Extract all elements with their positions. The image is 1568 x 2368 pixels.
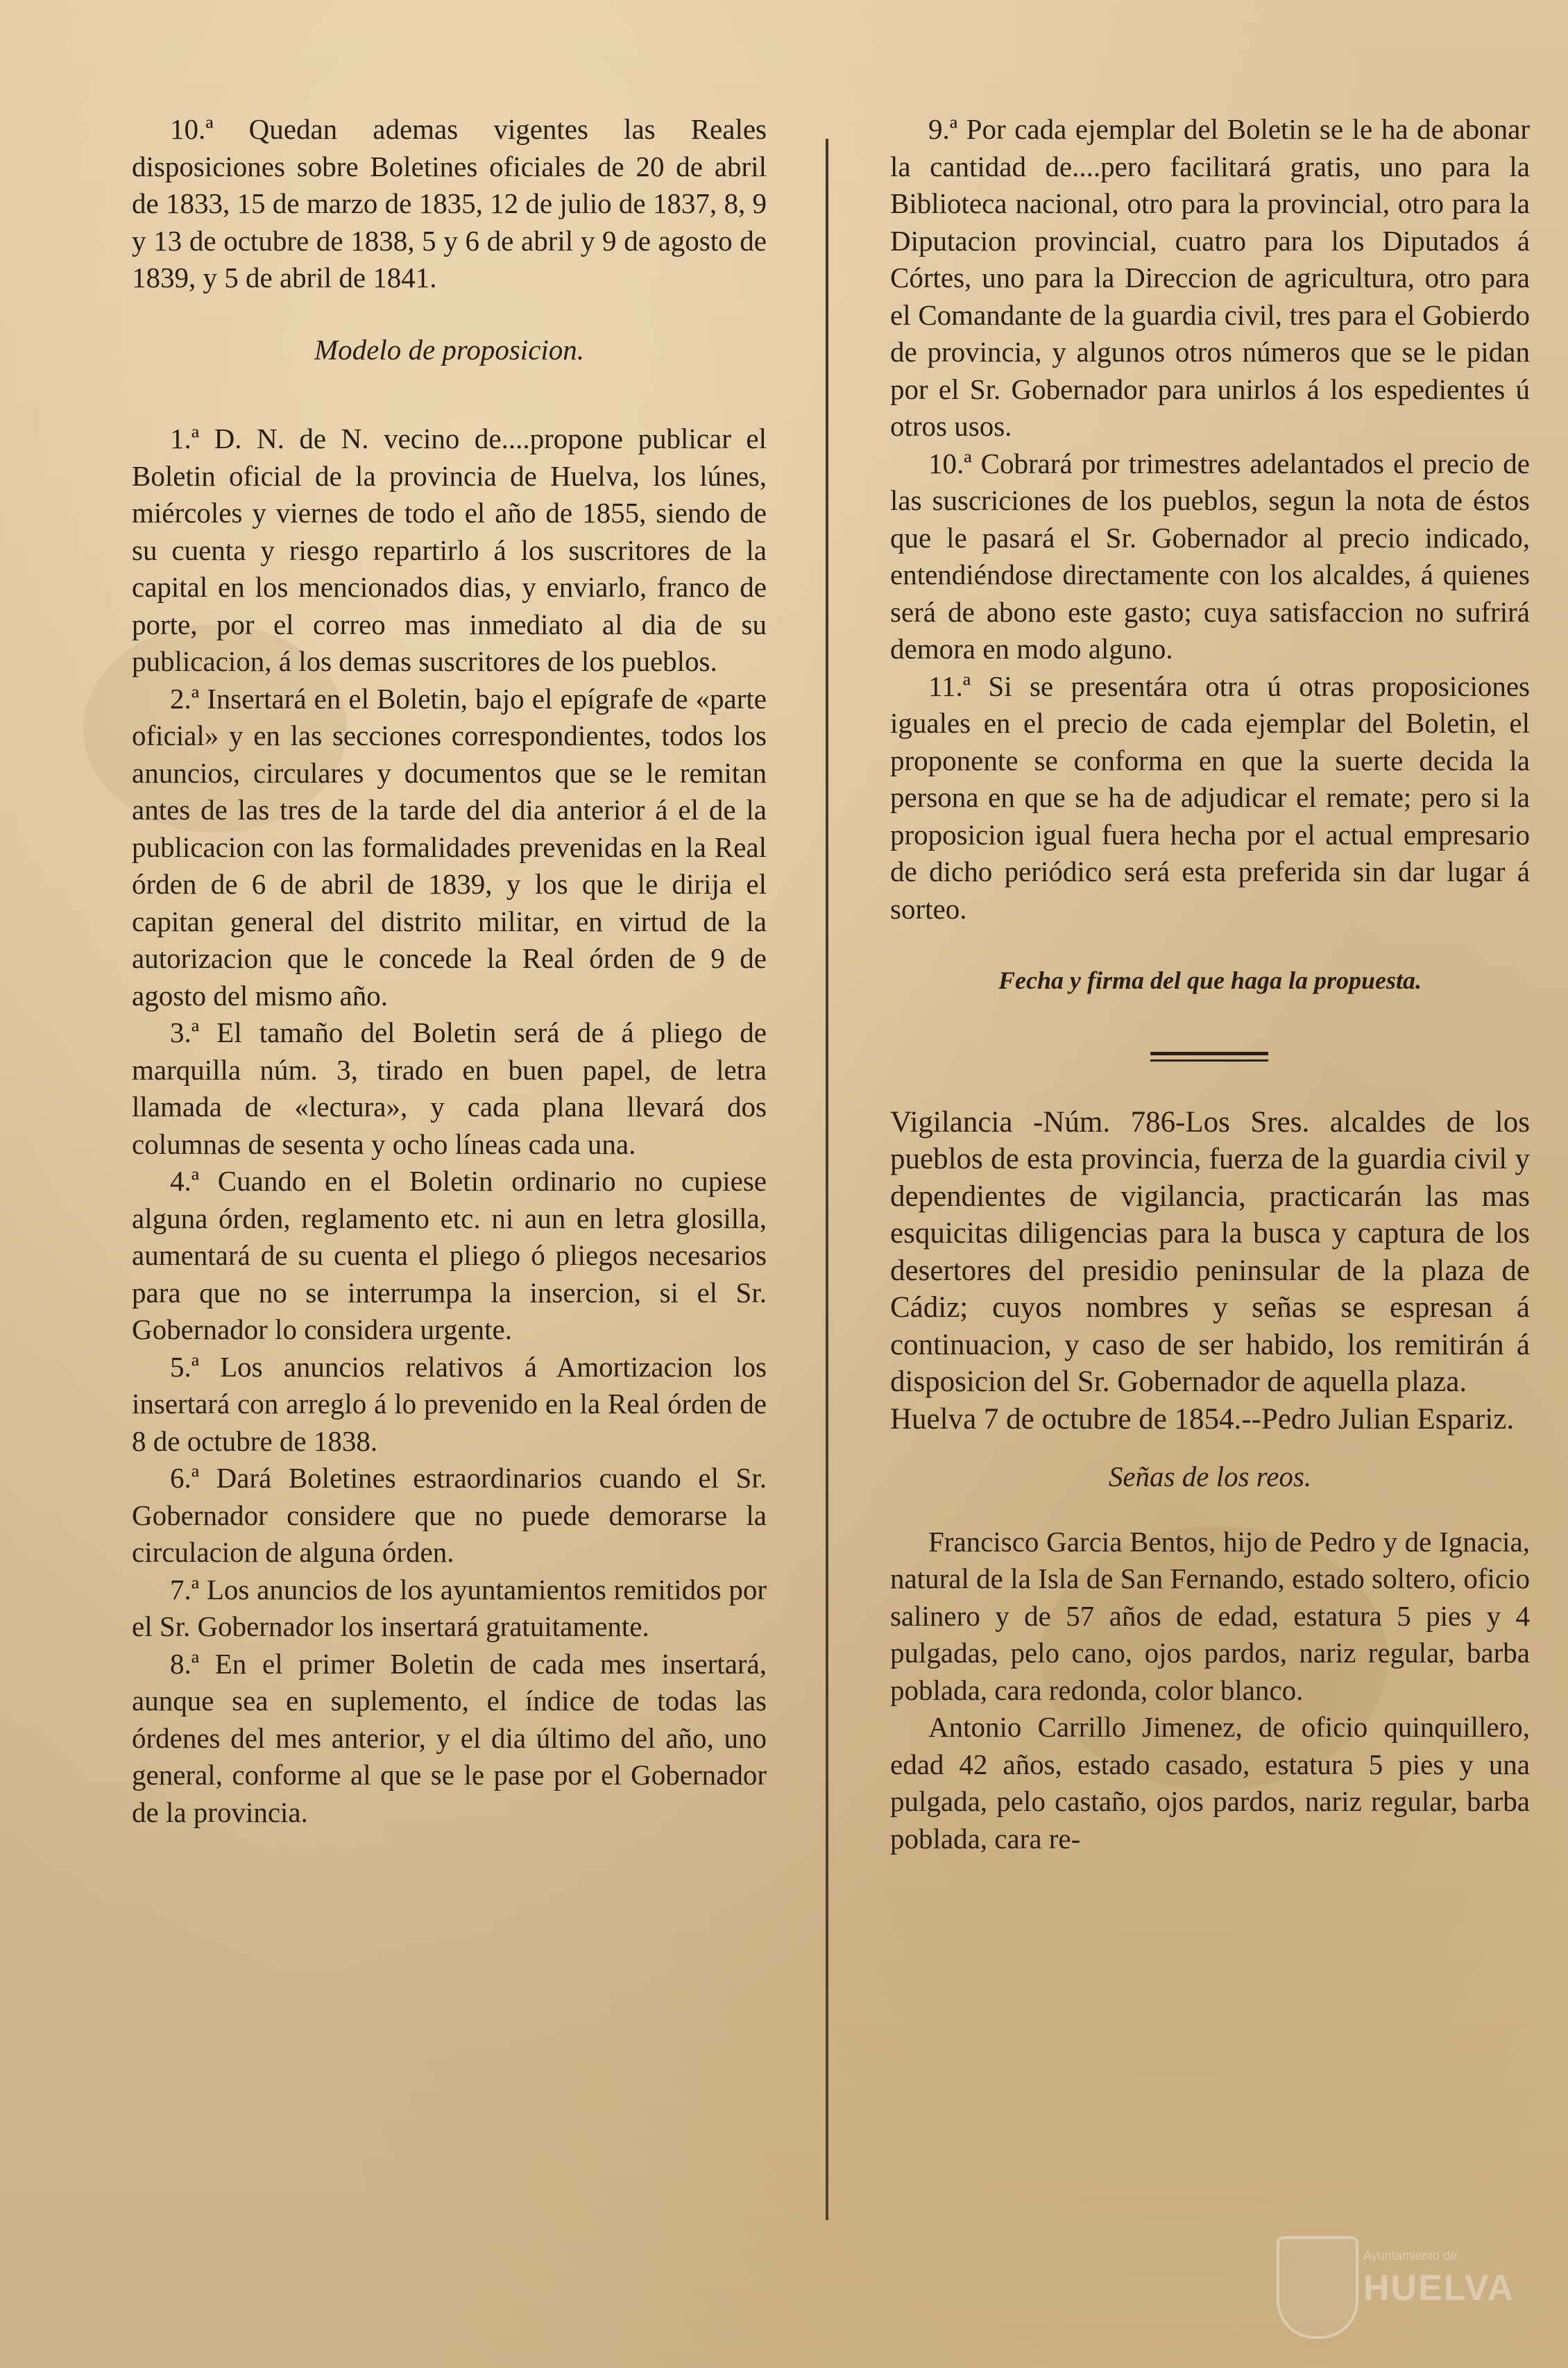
senas-heading: Señas de los reos. (1108, 1460, 1312, 1492)
clause-1: 1.ª D. N. de N. vecino de....propone publicar el Boletin oficial de la provincia de Huelva, los lúnes, miércoles y viernes de todo el año de 1855, siendo de su cuenta y riesgo repartirlo á los suscritores de la capital en los mencionados dias, y enviarlo, franco de porte, por el correo mas inmediato al dia de su publicacion, á los demas suscritores de los pueblos. (132, 423, 767, 677)
section-rule (890, 1000, 1530, 1104)
notice-signature: Huelva 7 de octubre de 1854.--Pedro Julian Espariz. (890, 1402, 1515, 1436)
reo-2: Antonio Carrillo Jimenez, de oficio quinquillero, edad 42 años, estado casado, estatura 5 pies y una pulgada, pelo castaño, ojos pardos, nariz regular, barba poblada, cara re- (890, 1711, 1530, 1855)
watermark-small-text: Ayuntamiento de (1363, 2249, 1457, 2263)
clause-8: 8.ª En el primer Boletin de cada mes insertará, aunque sea en suplemento, el índice de todas las órdenes del mes anterior, y el dia último del año, uno general, conforme al que se le pase por el Gobernador de la provincia. (132, 1647, 767, 1828)
right-column (890, 111, 1530, 1857)
model-heading: Modelo de proposicion. (314, 333, 585, 366)
clause-4: 4.ª Cuando en el Boletin ordinario no cupiese alguna órden, reglamento etc. ni aun en letra glosilla, aumentará de su cuenta el pliego ó pliegos necesarios para que no se interrumpa la insercion, si el Sr. Gobernador lo considera urgente. (132, 1165, 767, 1345)
reo-1: Francisco Garcia Bentos, hijo de Pedro y de Ignacia, natural de la Isla de San Fernando, estado soltero, oficio salinero y de 57 años de edad, estatura 5 pies y 4 pulgadas, pelo cano, ojos pardos, nariz regular, barba poblada, cara redonda, color blanco. (890, 1525, 1530, 1706)
signature-line: Fecha y firma del que haga la propuesta. (998, 966, 1422, 994)
archive-watermark (1277, 2236, 1515, 2340)
column-divider (826, 139, 828, 2220)
shield-icon (1277, 2236, 1358, 2339)
clause-7: 7.ª Los anuncios de los ayuntamientos remitidos por el Sr. Gobernador los insertará gratuitamente. (132, 1573, 767, 1642)
paragraph-10-left: 10.ª Quedan ademas vigentes las Reales disposiciones sobre Boletines oficiales de 20 de abril de 1833, 15 de marzo de 1835, 12 de julio de 1837, 8, 9 y 13 de octubre de 1838, 5 y 6 de abril y 9 de agosto de 1839, y 5 de abril de 1841. (132, 113, 767, 293)
clause-11: 11.ª Si se presentára otra ú otras proposiciones iguales en el precio de cada ejemplar del Boletin, el proponente se conforma en que la suerte decida la persona en que se ha de adjudicar el remate; pero si la proposicion igual fuera hecha por el actual empresario de dicho periódico será esta preferida sin dar lugar á sorteo. (890, 670, 1530, 925)
watermark-text: HUELVA (1363, 2268, 1515, 2308)
vigilancia-notice (890, 1104, 1530, 1438)
clause-6: 6.ª Dará Boletines estraordinarios cuando el Sr. Gobernador considere que no puede demorarse la circulacion de alguna órden. (132, 1462, 767, 1568)
clause-3: 3.ª El tamaño del Boletin será de á pliego de marquilla núm. 3, tirado en buen papel, de letra llamada de «lectura», y cada plana llevará dos columnas de sesenta y ocho líneas cada una. (132, 1016, 767, 1160)
clause-2: 2.ª Insertará en el Boletin, bajo el epígrafe de «parte oficial» y en las secciones correspondientes, todos los anuncios, circulares y documentos que se le remitan antes de las tres de la tarde del dia anterior á el de la publicacion con las formalidades prevenidas en la Real órden de 6 de abril de 1839, y los que le dirija el capitan general del distrito militar, en virtud de la autorizacion que le concede la Real órden de 9 de agosto del mismo año. (132, 682, 767, 1012)
clause-5: 5.ª Los anuncios relativos á Amortizacion los insertará con arreglo á lo prevenido en la Real órden de 8 de octubre de 1838. (132, 1350, 767, 1457)
clause-9: 9.ª Por cada ejemplar del Boletin se le ha de abonar la cantidad de....pero facilitará gratis, uno para la Biblioteca nacional, otro para la provincial, otro para la Diputacion provincial, cuatro para los Diputados á Córtes, uno para la Direccion de agricultura, otro para el Comandante de la guardia civil, tres para el Gobierdo de provincia, y algunos otros números que se le pidan por el Sr. Gobernador para unirlos á los espedientes ú otros usos. (890, 113, 1530, 442)
notice-body: Vigilancia -Núm. 786-Los Sres. alcaldes de los pueblos de esta provincia, fuerza de la guardia civil y dependientes de vigilancia, practicarán las mas esquicitas diligencias para la busca y captura de los desertores del presidio peninsular de la plaza de Cádiz; cuyos nombres y señas se espresan á continuacion, y caso de ser habido, los remitirán á disposicion del Sr. Gobernador de aquella plaza. (890, 1105, 1530, 1398)
clause-10: 10.ª Cobrará por trimestres adelantados el precio de las suscriciones de los pueblos, segun la nota de éstos que le pasará el Sr. Gobernador al precio indicado, entendiéndose directamente con los alcaldes, á quienes será de abono este gasto; cuya satisfaccion no sufrirá demora en modo alguno. (890, 447, 1530, 665)
left-column (132, 111, 767, 1831)
